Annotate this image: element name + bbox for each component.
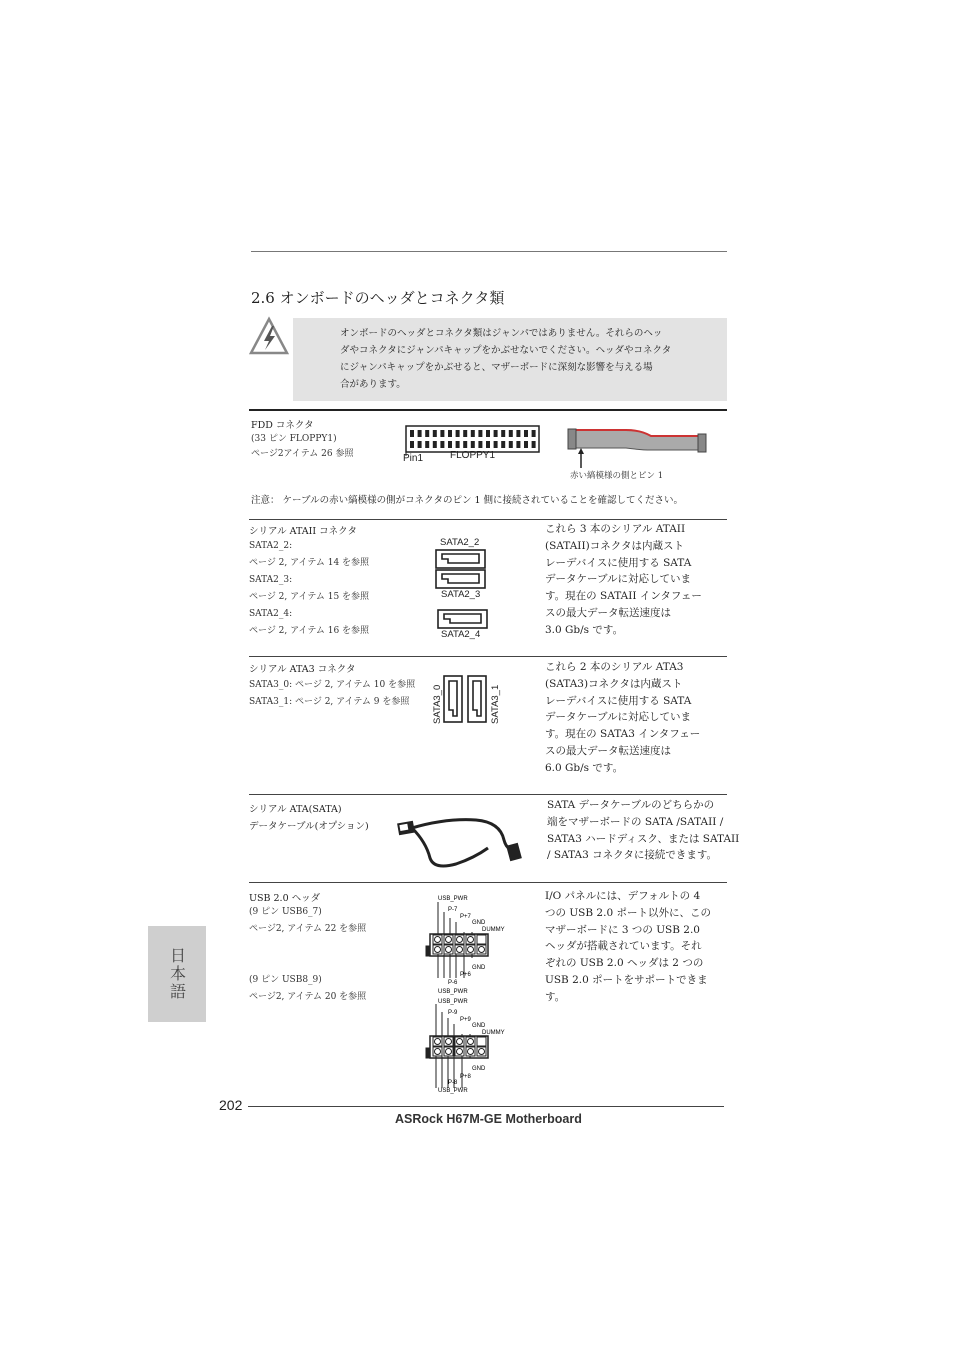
floppy-pin [410,441,414,448]
language-side-tab: 日本語 [148,926,206,1022]
floppy-pin [471,441,475,448]
svg-text:GND: GND [472,1023,486,1029]
floppy-pin [532,441,536,448]
floppy-pin [501,441,505,448]
usb-title: USB 2.0 ヘッダ [249,893,321,904]
floppy-pin [478,441,482,448]
floppy-pin [494,441,498,448]
fdd-rule [249,409,727,411]
usb-description: I/O パネルには、デフォルトの 4 つの USB 2.0 ポート以外に、この マザーボードに 3 つの USB 2.0 ヘッダが搭載されています。それ ぞれの USB 2.0 ヘッダは 2 つの USB 2.0 ポートをサポートできま す。 [545,890,711,1003]
floppy-pin [418,430,422,437]
sata2-4-label: SATA2_4 [441,629,481,640]
usb-h2-ref: ページ2, アイテム 20 を参照 [249,992,367,1002]
floppy-pin [418,441,422,448]
sata3-items: SATA3_0: ページ 2, アイテム 10 を参照 SATA3_1: ページ 2, アイテム 9 を参照 [249,680,416,707]
svg-text:P-8: P-8 [448,1080,458,1086]
svg-text:USB_PWR: USB_PWR [438,989,468,995]
floppy-pin [456,441,460,448]
sata2-items: SATA2_2: ページ 2, アイテム 14 を参照 SATA2_3: ページ 2, アイテム 15 を参照 SATA2_4: ページ 2, アイテム 16 を参照 [249,541,370,636]
svg-text:P+6: P+6 [460,972,471,978]
floppy-pin [524,430,528,437]
floppy-pin [433,430,437,437]
svg-text:USB_PWR: USB_PWR [438,896,468,902]
usb-header-diagram-2 [420,996,520,1096]
sata3-ports-diagram [428,672,502,726]
sata2-rule [249,519,727,520]
sata3-0-label: SATA3_0 [432,684,443,724]
floppy-pin [516,430,520,437]
svg-text:DUMMY: DUMMY [482,927,505,933]
footer-title: ASRock H67M-GE Motherboard [395,1112,582,1126]
floppy-pin [456,430,460,437]
sata-cable-title: シリアル ATA(SATA) [249,804,342,815]
svg-text:USB_PWR: USB_PWR [438,1088,468,1094]
svg-text:P-7: P-7 [448,907,458,913]
floppy-pin [463,430,467,437]
floppy-pin [494,430,498,437]
sata3-rule [249,656,727,657]
sata-cable-subtitle: データケーブル(オプション) [249,821,369,832]
svg-text:P-9: P-9 [448,1010,458,1016]
warning-text: オンボードのヘッダとコネクタ類はジャンパではありません。それらのヘッ ダやコネクタにジャンパキャップをかぶせないでください。ヘッダやコネクタ にジャンパキャップをかぶせると、マザーボードに深刻な影響を与える場 合があります。 [340,328,672,390]
floppy-pin [501,430,505,437]
usb-h1-pins: (9 ピン USB6_7) [249,907,322,917]
floppy-pin [509,441,513,448]
floppy-pin [448,430,452,437]
svg-text:P+9: P+9 [460,1017,471,1023]
svg-text:USB_PWR: USB_PWR [438,999,468,1005]
svg-text:DUMMY: DUMMY [482,1030,505,1036]
floppy-pin [471,430,475,437]
sata-cable-rule [249,794,727,795]
svg-text:GND: GND [472,1066,486,1072]
sata2-2-label: SATA2_2 [440,537,480,548]
sata3-title: シリアル ATA3 コネクタ [249,664,356,675]
floppy-pin [532,430,536,437]
floppy-pin [425,441,429,448]
fdd-cable-caption: 赤い縞模様の側とピン 1 [570,471,664,481]
warning-icon [248,316,290,356]
svg-text:P+8: P+8 [460,1074,471,1080]
floppy-pin [509,430,513,437]
sata2-description: これら 3 本のシリアル ATAII (SATAII)コネクタは内蔵スト レーデバイスに使用する SATA データケーブルに対応していま す。現在の SATAII インタフェー スの最大データ転送速度は 3.0 Gb/s です。 [545,523,702,636]
fdd-pins: (33 ピン FLOPPY1) [251,434,337,444]
floppy-pin [486,441,490,448]
floppy-pin [410,430,414,437]
fdd-note: 注意： ケーブルの赤い縞模様の側がコネクタのピン 1 側に接続されていることを確認してください。 [251,495,684,506]
footer-rule [248,1106,724,1107]
fdd-ref: ページ2アイテム 26 参照 [251,449,354,459]
usb-h2-pins: (9 ピン USB8_9) [249,975,322,985]
fdd-pin1-label: Pin1 [403,453,424,464]
floppy-pin [448,441,452,448]
page-number: 202 [219,1097,243,1113]
top-rule [251,251,727,252]
usb-h1-ref: ページ2, アイテム 22 を参照 [249,924,367,934]
floppy-pin [433,441,437,448]
floppy-cable-image [566,420,708,470]
floppy-pin [440,441,444,448]
fdd-title: FDD コネクタ [251,420,314,431]
sata-cable-description: SATA データケーブルのどちらかの 端をマザーボードの SATA /SATAII / SATA3 ハードディスク、または SATAII / SATA3 コネクタに接続できます。 [547,799,740,862]
sata3-description: これら 2 本のシリアル ATA3 (SATA3)コネクタは内蔵スト レーデバイスに使用する SATA データケーブルに対応していま す。現在の SATA3 インタフェー スの最大データ転送速度は 6.0 Gb/s です。 [545,661,701,774]
section-title: 2.6 オンボードのヘッダとコネクタ類 [251,289,505,307]
usb-header-diagram-1 [420,892,520,996]
sata-cable-image [396,806,526,872]
fdd-connector-label: FLOPPY1 [450,450,496,461]
usb-pin [477,1037,486,1046]
floppy-pin [516,441,520,448]
sata2-3-label: SATA2_3 [441,589,481,600]
usb-pin [477,935,486,944]
floppy-pin [478,430,482,437]
floppy-pin [440,430,444,437]
floppy-pin [463,441,467,448]
usb-rule [249,882,727,883]
svg-text:GND: GND [472,965,486,971]
sata3-1-label: SATA3_1 [490,684,501,724]
svg-text:P-6: P-6 [448,980,458,986]
svg-text:GND: GND [472,920,486,926]
svg-text:P+7: P+7 [460,914,471,920]
floppy-pin [524,441,528,448]
floppy-pin [425,430,429,437]
floppy-pin [486,430,490,437]
sata2-title: シリアル ATAII コネクタ [249,526,357,537]
